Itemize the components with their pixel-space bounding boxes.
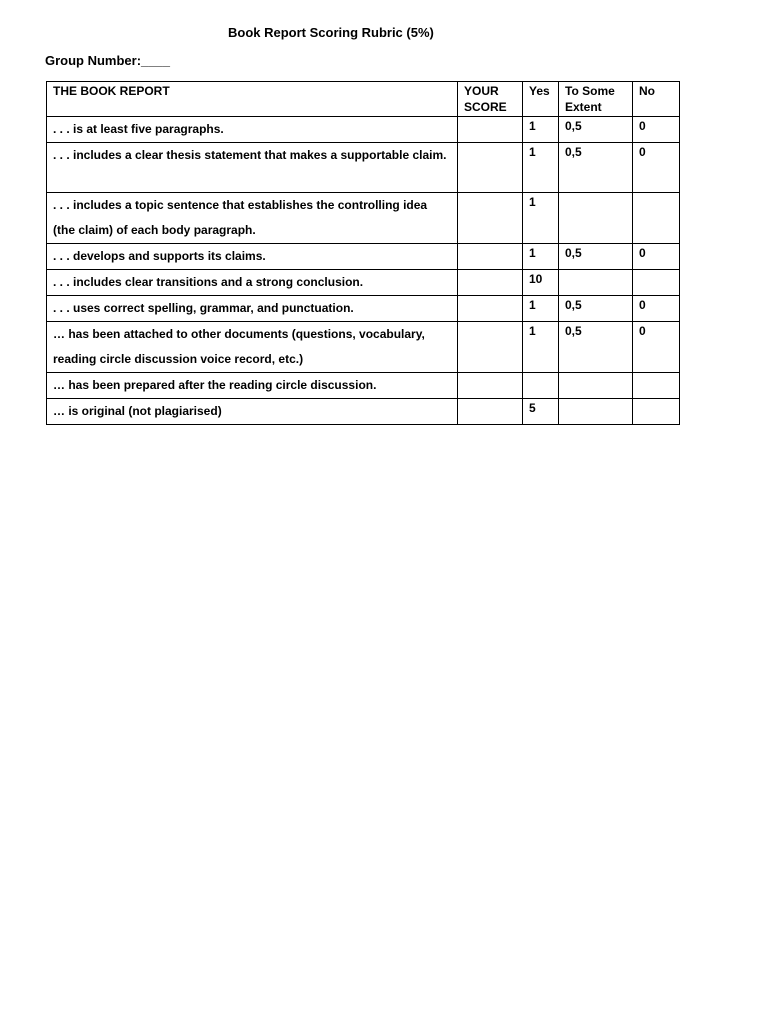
criterion-cell: . . . includes clear transitions and a strong conclusion. <box>47 270 458 296</box>
score-cell <box>458 296 523 322</box>
rubric-table <box>46 81 680 425</box>
yes-cell: 1 <box>523 296 559 322</box>
no-cell <box>633 270 680 296</box>
header-your-score: YOUR SCORE <box>458 82 523 117</box>
some-extent-cell: 0,5 <box>559 296 633 322</box>
score-cell <box>458 322 523 373</box>
criterion-cell: … is original (not plagiarised) <box>47 399 458 425</box>
yes-cell <box>523 373 559 399</box>
score-cell <box>458 117 523 143</box>
table-row <box>47 193 680 244</box>
some-extent-cell: 0,5 <box>559 143 633 193</box>
table-row <box>47 244 680 270</box>
criterion-cell: . . . includes a topic sentence that establishes the controlling idea (the claim) of each body paragraph. <box>47 193 458 244</box>
yes-cell: 1 <box>523 244 559 270</box>
yes-cell: 1 <box>523 322 559 373</box>
table-row <box>47 143 680 193</box>
no-cell <box>633 193 680 244</box>
criterion-cell: … has been attached to other documents (questions, vocabulary, reading circle discussion voice record, etc.) <box>47 322 458 373</box>
header-book-report: THE BOOK REPORT <box>47 82 458 117</box>
no-cell: 0 <box>633 143 680 193</box>
some-extent-cell <box>559 399 633 425</box>
yes-cell: 10 <box>523 270 559 296</box>
table-row <box>47 117 680 143</box>
score-cell <box>458 193 523 244</box>
some-extent-cell <box>559 373 633 399</box>
some-extent-cell <box>559 270 633 296</box>
score-cell <box>458 270 523 296</box>
no-cell <box>633 373 680 399</box>
some-extent-cell: 0,5 <box>559 244 633 270</box>
no-cell: 0 <box>633 117 680 143</box>
no-cell: 0 <box>633 322 680 373</box>
yes-cell: 1 <box>523 193 559 244</box>
score-cell <box>458 373 523 399</box>
no-cell: 0 <box>633 244 680 270</box>
criterion-cell: … has been prepared after the reading circle discussion. <box>47 373 458 399</box>
some-extent-cell: 0,5 <box>559 322 633 373</box>
no-cell <box>633 399 680 425</box>
criterion-cell: . . . includes a clear thesis statement that makes a supportable claim. <box>47 143 458 193</box>
score-cell <box>458 399 523 425</box>
table-row <box>47 296 680 322</box>
yes-cell: 5 <box>523 399 559 425</box>
table-header-row <box>47 82 680 117</box>
table-row <box>47 373 680 399</box>
header-yes: Yes <box>523 82 559 117</box>
score-cell <box>458 143 523 193</box>
table-row <box>47 270 680 296</box>
header-to-some-extent: To Some Extent <box>559 82 633 117</box>
header-no: No <box>633 82 680 117</box>
group-number-label: Group Number:____ <box>45 53 170 68</box>
criterion-cell: . . . develops and supports its claims. <box>47 244 458 270</box>
some-extent-cell: 0,5 <box>559 117 633 143</box>
document-title: Book Report Scoring Rubric (5%) <box>228 25 434 40</box>
no-cell: 0 <box>633 296 680 322</box>
yes-cell: 1 <box>523 143 559 193</box>
yes-cell: 1 <box>523 117 559 143</box>
some-extent-cell <box>559 193 633 244</box>
table-row <box>47 322 680 373</box>
score-cell <box>458 244 523 270</box>
criterion-cell: . . . is at least five paragraphs. <box>47 117 458 143</box>
criterion-cell: . . . uses correct spelling, grammar, and punctuation. <box>47 296 458 322</box>
table-row <box>47 399 680 425</box>
